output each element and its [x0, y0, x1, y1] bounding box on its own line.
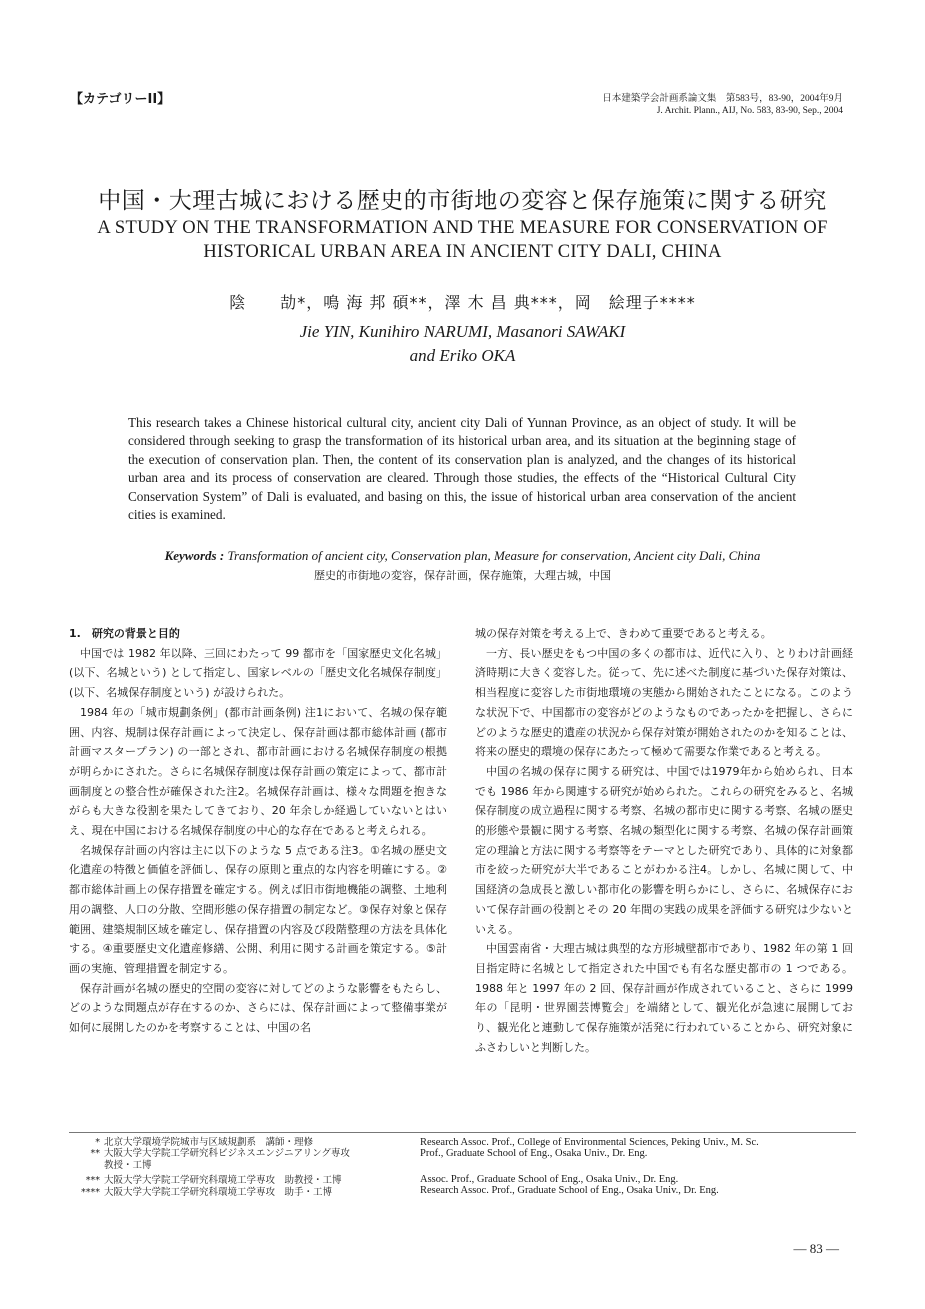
footnote-ja: *** 大阪大学大学院工学研究科環境工学専攻 助教授・工博 — [78, 1175, 418, 1186]
footnote-en: Research Assoc. Prof., Graduate School of Eng., Osaka Univ., Dr. Eng. — [420, 1185, 719, 1197]
keywords-label: Keywords : — [164, 548, 225, 563]
footnote-marker: * — [95, 1137, 100, 1148]
journal-citation-ja: 日本建築学会計画系論文集 第583号，83-90，2004年9月 — [602, 94, 843, 104]
footnote-ja: ** 大阪大学大学院工学研究科ビジネスエンジニアリング専攻 — [78, 1148, 418, 1159]
body-paragraph: 一方、長い歴史をもつ中国の多くの都市は、近代に入り、とりわけ計画経済時期に大きく変容した。従って、先に述べた制度に基づいた保存対策は、相当程度に変容した市街地環境の実態から開始されたことになる。このような状況下で、中国都市の変容がどのようなものであったかを把握し、さらにどのような歴史的遺産の状況から保存対策が開始されたのかを知ることは、将来の歴史的環境の保存にあたって極めて需要な作業であると考える。 — [475, 646, 853, 759]
journal-citation-en: J. Archit. Plann., AIJ, No. 583, 83-90, Sep., 2004 — [656, 106, 843, 116]
authors-english-line2: and Eriko OKA — [409, 346, 516, 365]
footnote-en: Prof., Graduate School of Eng., Osaka Univ., Dr. Eng. — [420, 1148, 648, 1160]
body-paragraph: 1984 年の「城市規劃条例」(都市計画条例) 注1において、名城の保存範囲、内容、規制は保存計画によって決定し、保存計画は都市総体計画 (都市計画マスタープラン) の一部とされ、都市計画における名城保存制度の根拠が明らかにされた。さらに名城保存制度は保存計画の策定によって、都市計画制度との整合性が確保された注2。名城保存計画は、様々な問題を抱きながらも大きな役割を果たしてきており、20 年余しか経過していないとはいえ、現在中国における名城保存制度の中心的な存在であると考えられる。 — [69, 705, 447, 838]
category-label: 【カテゴリーII】 — [70, 92, 171, 107]
authors-japanese: 陰 劼*，鳴 海 邦 碩**，澤 木 昌 典***，岡 絵理子**** — [229, 293, 696, 312]
body-paragraph: 城の保存対策を考える上で、きわめて重要であると考える。 — [475, 627, 772, 640]
footnote-divider — [69, 1132, 856, 1133]
section-heading: 1. 研究の背景と目的 — [69, 627, 180, 640]
footnote-marker: **** — [81, 1186, 100, 1198]
body-paragraph: 保存計画が名城の歴史的空間の変容に対してどのような影響をもたらし、どのような問題点が存在するのか、さらには、保存計画によって整備事業が如何に展開したのかを考察することは、中国の名 — [69, 981, 447, 1035]
footnote-marker: *** — [85, 1175, 100, 1187]
page-number: — 83 — — [793, 1241, 839, 1256]
footnote-en: Research Assoc. Prof., College of Environmental Sciences, Peking Univ., M. Sc. — [420, 1137, 759, 1148]
footnote-marker: ** — [90, 1148, 100, 1160]
footnote-en: Assoc. Prof., Graduate School of Eng., Osaka Univ., Dr. Eng. — [420, 1173, 679, 1185]
keywords-japanese: 歴史的市街地の変容，保存計画，保存施策，大理古城，中国 — [314, 569, 611, 582]
authors-english-line1: Jie YIN, Kunihiro NARUMI, Masanori SAWAKI — [299, 322, 626, 341]
footnotes-japanese — [78, 1137, 418, 1198]
body-paragraph: 中国では 1982 年以降、三回にわたって 99 都市を「国家歴史文化名城」(以下、名城という) として指定し、国家レベルの「歴史文化名城保存制度」(以下、名城保存制度という) が設けられた。 — [69, 646, 447, 700]
title-english-line2: HISTORICAL URBAN AREA IN ANCIENT CITY DALI, CHINA — [203, 242, 722, 262]
abstract: This research takes a Chinese historical cultural city, ancient city Dali of Yunnan Province, as an object of study. It will be considered through seeking to grasp the transformation of its historical urban area, and its situation at the beginning stage of the execution of conservation plan. Then, the content of its conservation plan is analyzed, and the changes of its historical urban area and its process of conservation are cleared. Through those studies, the effects of the “Historical Cultural City Conservation System” of Dali is evaluated, and basing on this, the issue of historical urban area conservation of the ancient cities is examined. — [128, 415, 796, 523]
body-paragraph: 名城保存計画の内容は主に以下のような 5 点である注3。①名城の歴史文化遺産の特徴と価値を評価し、保存の原則と重点的な内容を明確にする。②都市総体計画上の保存措置を確定する。例えば旧市街地機能の調整、土地利用の調整、人口の分散、空間形態の保存措置の制定など。③保存対象と保存範囲、建築規制区域を確定し、保存措置の内容及び段階整理の方法を具体化する。④重要歴史文化遺産修繕、公開、利用に関する計画を策定する。⑤計画の実施、管理措置を制定する。 — [69, 843, 447, 975]
keywords-english — [0, 548, 925, 564]
body-paragraph: 中国雲南省・大理古城は典型的な方形城壁都市であり、1982 年の第 1 回目指定時に名城として指定された中国でも有名な歴史都市の 1 つである。1988 年と 1997 年の 2 回、保存計画が作成されていること、さらに 1999 年の「昆明・世界園芸博覧会」を端緒として、観光化が急速に展開しており、観光化と連動して保存施策が活発に行われていることから、研究対象にふさわしいと判断した。 — [475, 942, 853, 1054]
footnote-ja: **** 大阪大学大学院工学研究科環境工学専攻 助手・工博 — [78, 1187, 418, 1198]
keywords-list: Transformation of ancient city, Conservation plan, Measure for conservation, Ancient city Dali, China — [227, 548, 761, 563]
footnote-ja: 教授・工博 — [104, 1159, 152, 1171]
body-column-right — [475, 624, 853, 1057]
journal-citation — [602, 93, 843, 117]
title-english-line1: A STUDY ON THE TRANSFORMATION AND THE MEASURE FOR CONSERVATION OF — [97, 218, 828, 238]
body-paragraph: 中国の名城の保存に関する研究は、中国では1979年から始められ、日本でも 1986 年から関連する研究が始められた。これらの研究をみると、名城保存制度の成立過程に関する考察、名城の都市史に関する考察、名城の歴史的形態や景観に関する考察、名城の類型化に関する考察、名城の保存計画策定の理論と方法に関する考察等をテーマとした研究であり、具体的に対象都市を絞った研究が大半であることがわかる注4。しかし、名城に関して、中国経済の急成長と激しい都市化の影響を明らかにし、さらに、名城保存において保存計画の役割とその 20 年間の実践の成果を評価する研究は少ないといえる。 — [475, 764, 853, 936]
authors-english — [0, 320, 925, 368]
body-column-left — [69, 624, 447, 1038]
title-japanese: 中国・大理古城における歴史的市街地の変容と保存施策に関する研究 — [98, 188, 827, 214]
title-english — [60, 216, 865, 264]
footnote-ja: * 北京大学環境学院城市与区域規劃系 講師・理修 — [78, 1137, 418, 1148]
footnotes-english — [420, 1137, 860, 1197]
